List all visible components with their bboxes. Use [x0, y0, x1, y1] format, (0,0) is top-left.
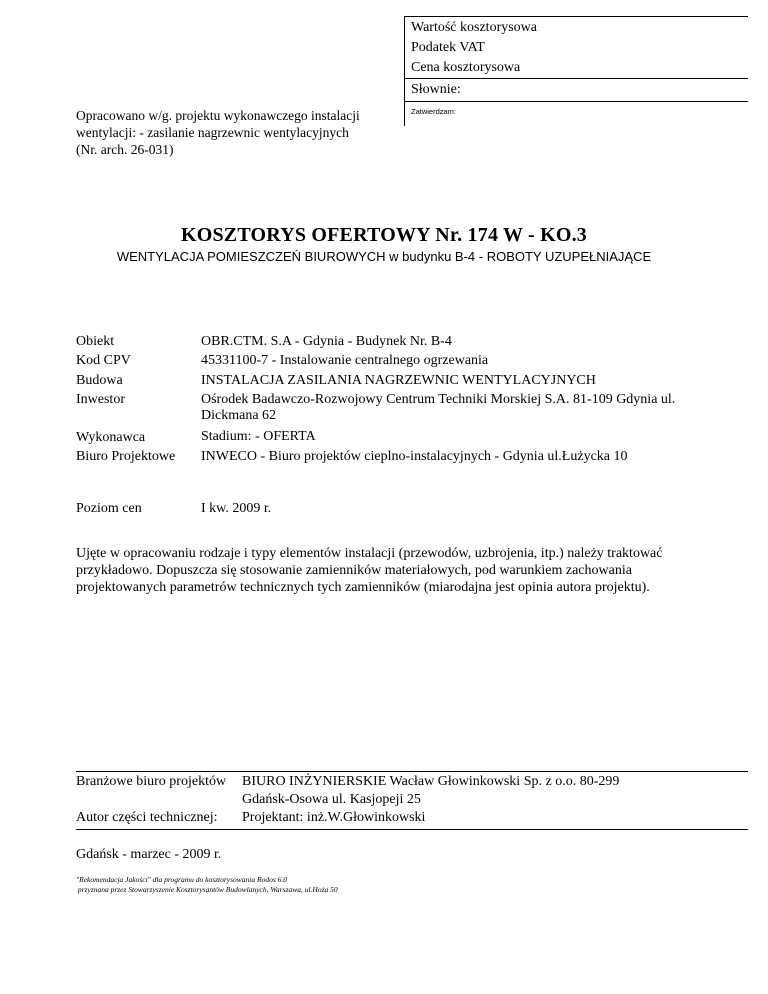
detail-value-investor: Ośrodek Badawczo-Rozwojowy Centrum Techniki Morskiej S.A. 81-109 Gdynia ul.	[201, 392, 676, 407]
document-title: KOSZTORYS OFERTOWY Nr. 174 W - KO.3	[180, 224, 588, 246]
bureau-value-line1: BIURO INŻYNIERSKIE Wacław Głowinkowski Sp. z o.o. 80-299	[242, 774, 620, 789]
prepared-by	[76, 107, 360, 158]
place-date: Gdańsk - marzec - 2009 r.	[76, 847, 222, 862]
price-rule	[404, 78, 748, 79]
footer-top-rule	[76, 771, 748, 772]
vat-label: Podatek VAT	[411, 40, 485, 55]
detail-value-contractor: Stadium: - OFERTA	[201, 429, 316, 444]
detail-label-cpv: Kod CPV	[76, 353, 131, 368]
approve-label: Zatwierdzam:	[411, 107, 457, 116]
prepared-by-line2: wentylacji: - zasilanie nagrzewnic wentylacyjnych	[76, 125, 349, 140]
detail-label-construction: Budowa	[76, 373, 123, 388]
prepared-by-line1: Opracowano w/g. projektu wykonawczego instalacji	[76, 108, 360, 123]
approve-vertical-rule	[404, 16, 405, 126]
fine-print-line2: przyznana przez Stowarzyszenie Kosztorysantów Budowlanych, Warszawa, ul.Hoża 50	[76, 885, 338, 894]
note-paragraph	[76, 545, 662, 596]
author-label: Autor części technicznej:	[76, 810, 218, 825]
detail-value-construction: INSTALACJA ZASILANIA NAGRZEWNIC WENTYLACYJNYCH	[201, 373, 596, 388]
document-subtitle: WENTYLACJA POMIESZCZEŃ BIUROWYCH w budynku B-4 - ROBOTY UZUPEŁNIAJĄCE	[116, 249, 652, 264]
note-line3: projektowanych parametrów technicznych tych zamienników (miarodajna jest opinia autora projektu).	[76, 580, 650, 595]
author-value: Projektant: inż.W.Głowinkowski	[242, 810, 426, 825]
words-rule	[404, 101, 748, 102]
detail-label-contractor: Wykonawca	[76, 430, 146, 445]
prepared-by-line3: (Nr. arch. 26-031)	[76, 142, 174, 157]
top-rule	[404, 16, 748, 17]
note-line1: Ujęte w opracowaniu rodzaje i typy elementów instalacji (przewodów, uzbrojenia, itp.) należy traktować	[76, 546, 663, 561]
fine-print-line1: "Rekomendacja Jakości" dla programu do kosztorysowania Rodos 6.0	[76, 875, 287, 884]
value-label: Wartość kosztorysowa	[411, 20, 538, 35]
bureau-value-line2: Gdańsk-Osowa ul. Kasjopeji 25	[242, 792, 421, 807]
price-label: Cena kosztorysowa	[411, 60, 521, 75]
note-line2: przykładowo. Dopuszcza się stosowanie zamienników materiałowych, pod warunkiem zachowania	[76, 563, 632, 578]
detail-value-object: OBR.CTM. S.A - Gdynia - Budynek Nr. B-4	[201, 334, 452, 349]
detail-value-design-office: INWECO - Biuro projektów cieplno-instalacyjnych - Gdynia ul.Łużycka 10	[201, 449, 628, 464]
detail-value-cpv: 45331100-7 - Instalowanie centralnego ogrzewania	[201, 353, 489, 368]
footer-bottom-rule	[76, 829, 748, 830]
detail-label-investor: Inwestor	[76, 392, 125, 407]
detail-label-design-office: Biuro Projektowe	[76, 449, 176, 464]
price-level-value: I kw. 2009 r.	[201, 501, 272, 516]
price-level-label: Poziom cen	[76, 501, 142, 516]
words-label: Słownie:	[411, 82, 461, 97]
detail-value-investor-line2: Dickmana 62	[201, 408, 277, 423]
bureau-label: Branżowe biuro projektów	[76, 774, 227, 789]
detail-label-object: Obiekt	[76, 334, 115, 349]
